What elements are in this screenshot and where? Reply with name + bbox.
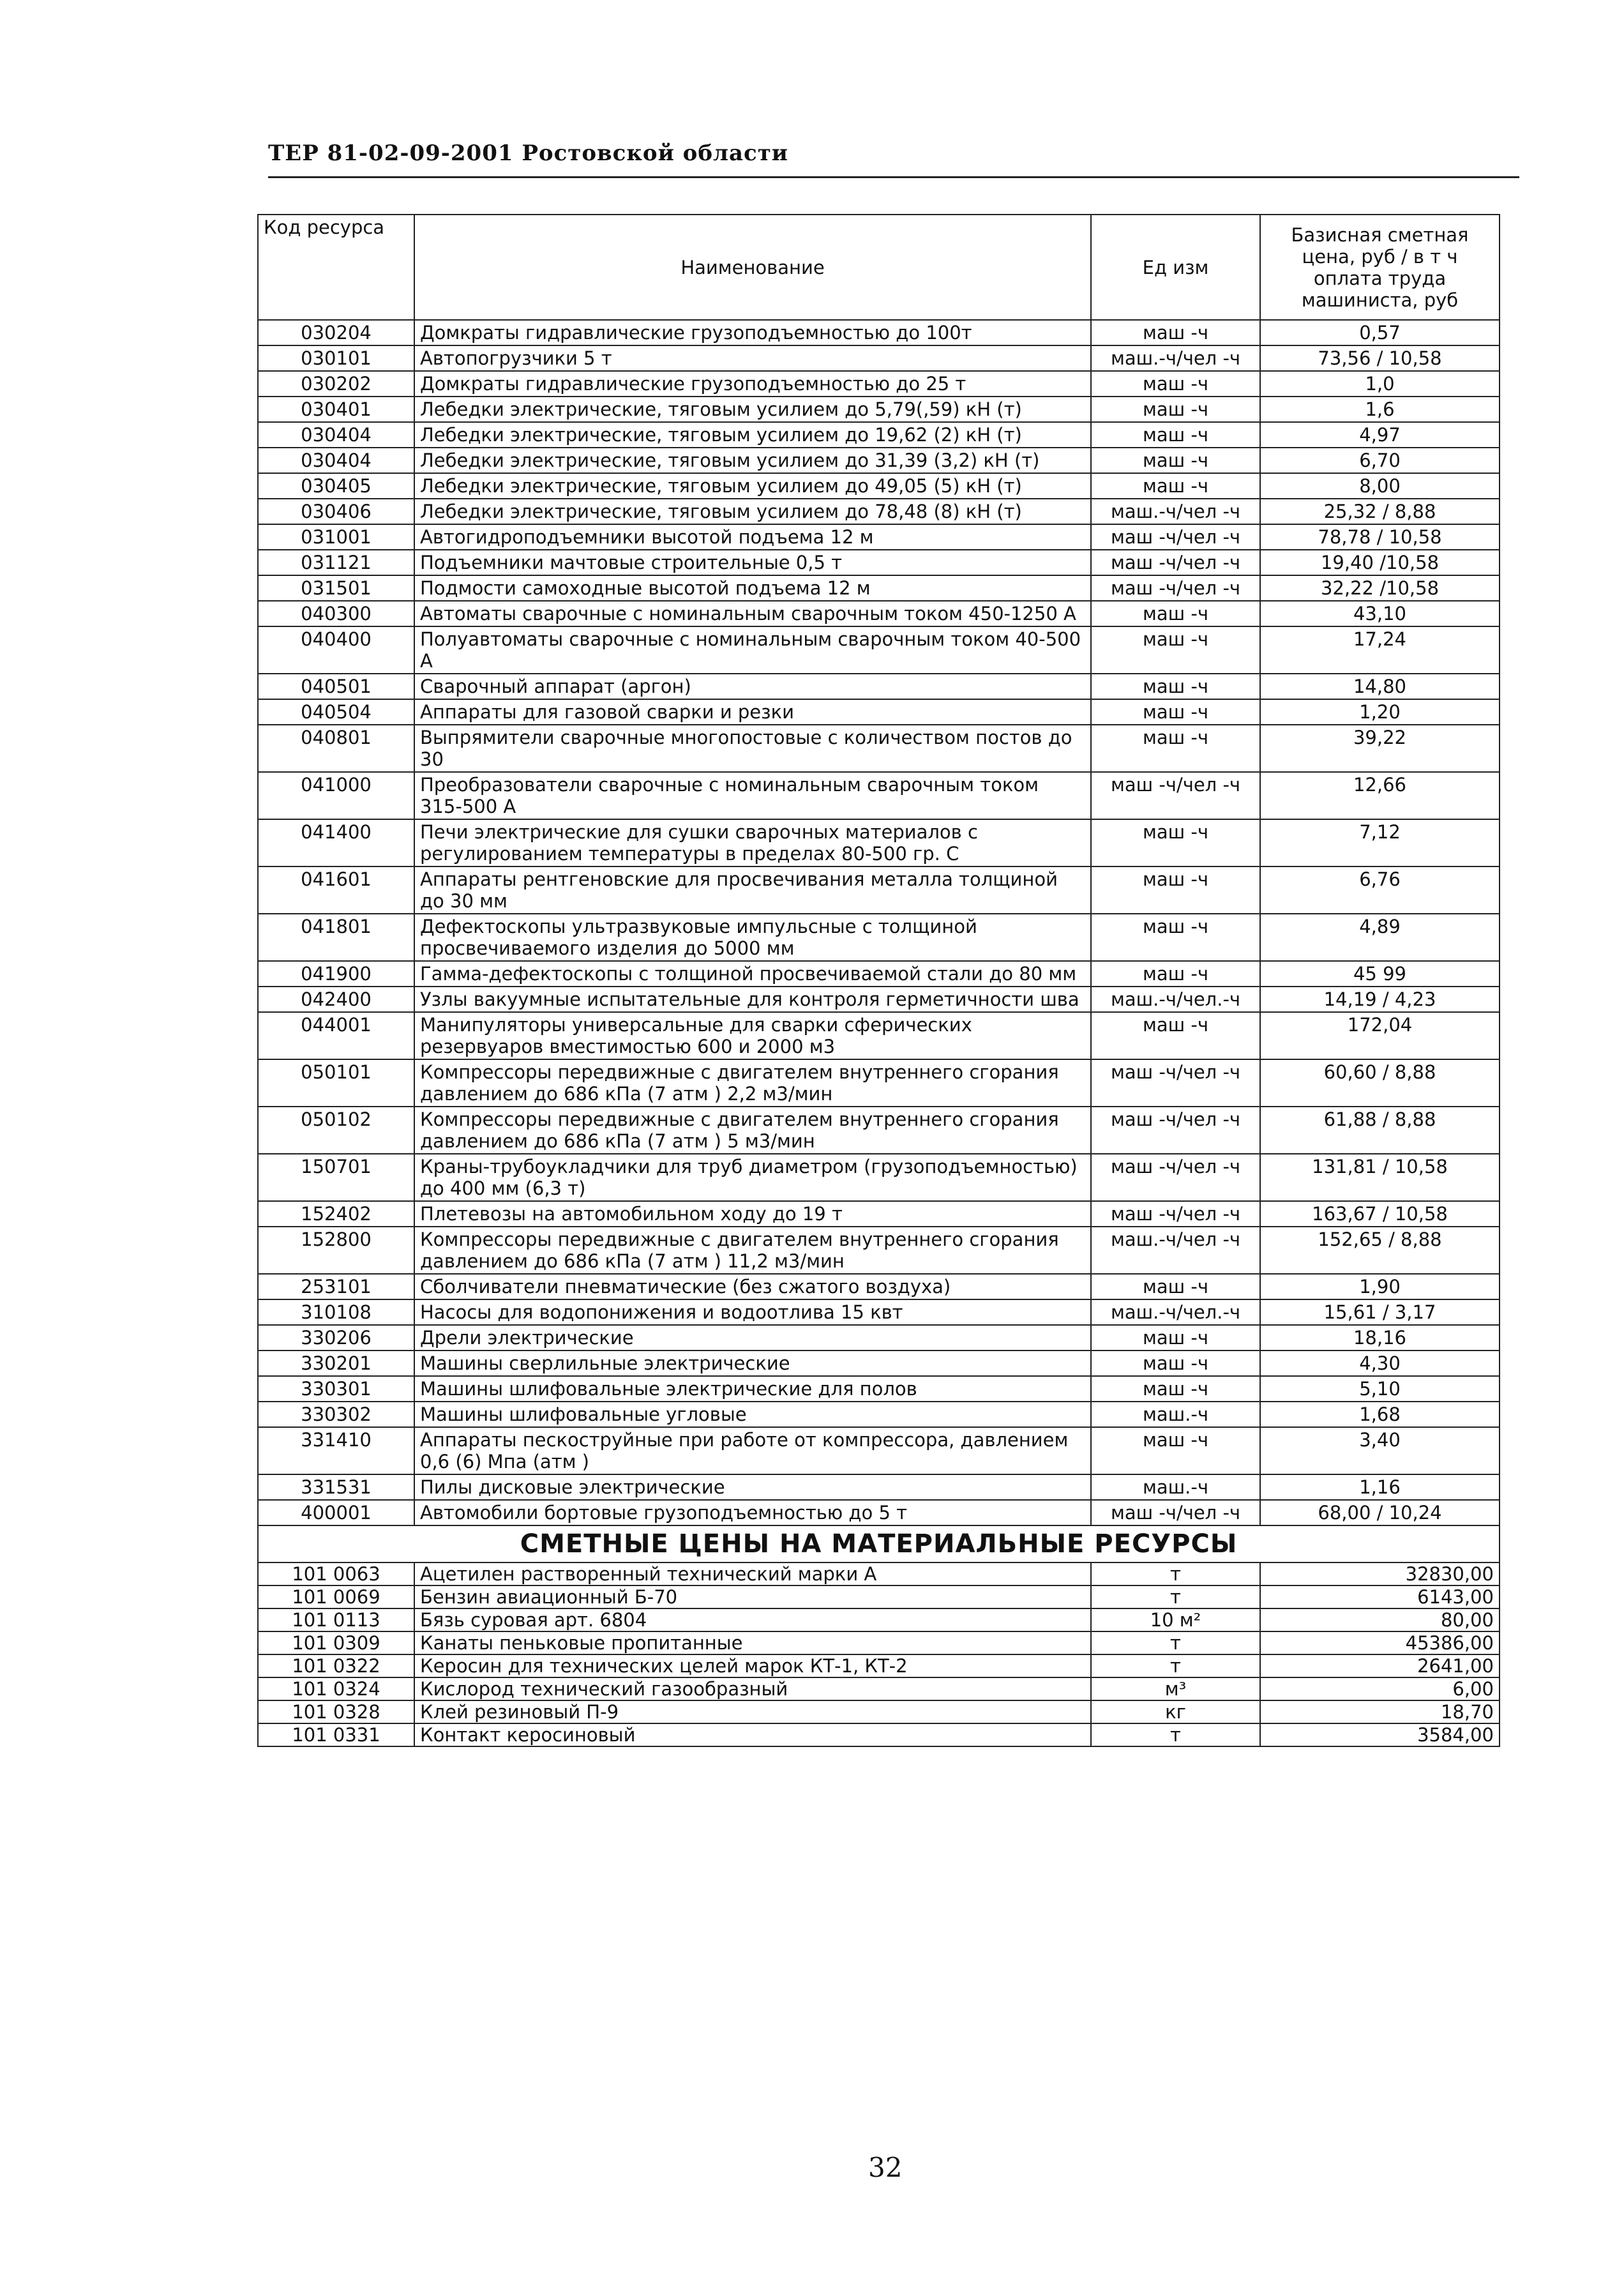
code-cell: 101 0328 — [258, 1700, 414, 1723]
table-row — [258, 1201, 1500, 1227]
unit-cell: маш -ч — [1091, 1351, 1260, 1376]
table-row — [258, 1154, 1500, 1201]
unit-cell: т — [1091, 1631, 1260, 1654]
price-cell: 73,56 / 10,58 — [1260, 345, 1500, 371]
code-cell: 331410 — [258, 1427, 414, 1474]
name-cell: Машины сверлильные электрические — [414, 1351, 1091, 1376]
page-number: 32 — [868, 2152, 903, 2183]
unit-cell: маш -ч/чел -ч — [1091, 550, 1260, 575]
code-cell: 031001 — [258, 524, 414, 550]
table-row — [258, 397, 1500, 422]
code-cell: 030204 — [258, 320, 414, 345]
price-cell: 4,97 — [1260, 422, 1500, 448]
header-price: Базисная сметная цена, руб / в т ч оплата труда машиниста, руб — [1260, 215, 1500, 320]
table-row — [258, 1585, 1500, 1608]
price-cell: 3,40 — [1260, 1427, 1500, 1474]
name-cell: Кислород технический газообразный — [414, 1677, 1091, 1700]
unit-cell: маш -ч — [1091, 914, 1260, 961]
code-cell: 330201 — [258, 1351, 414, 1376]
price-cell: 1,0 — [1260, 371, 1500, 397]
table-row — [258, 725, 1500, 772]
name-cell: Узлы вакуумные испытательные для контроля герметичности шва — [414, 987, 1091, 1012]
name-cell: Компрессоры передвижные с двигателем внутреннего сгорания давлением до 686 кПа (7 атм ) 5 м3/мин — [414, 1107, 1091, 1154]
table-row — [258, 473, 1500, 499]
code-cell: 330302 — [258, 1402, 414, 1427]
table-row — [258, 1654, 1500, 1677]
name-cell: Выпрямители сварочные многопостовые с количеством постов до 30 — [414, 725, 1091, 772]
unit-cell: маш -ч — [1091, 626, 1260, 674]
unit-cell: маш.-ч — [1091, 1402, 1260, 1427]
unit-cell: маш -ч — [1091, 1376, 1260, 1402]
code-cell: 101 0309 — [258, 1631, 414, 1654]
material-rows — [258, 1563, 1500, 1746]
code-cell: 101 0324 — [258, 1677, 414, 1700]
code-cell: 030405 — [258, 473, 414, 499]
unit-cell: маш -ч/чел -ч — [1091, 1500, 1260, 1525]
table-row — [258, 961, 1500, 987]
name-cell: Гамма-дефектоскопы с толщиной просвечиваемой стали до 80 мм — [414, 961, 1091, 987]
unit-cell: маш.-ч/чел -ч — [1091, 345, 1260, 371]
price-cell: 78,78 / 10,58 — [1260, 524, 1500, 550]
name-cell: Автогидроподъемники высотой подъема 12 м — [414, 524, 1091, 550]
table-row — [258, 1227, 1500, 1274]
name-cell: Пилы дисковые электрические — [414, 1474, 1091, 1500]
code-cell: 310108 — [258, 1299, 414, 1325]
unit-cell: маш -ч — [1091, 961, 1260, 987]
table-row — [258, 772, 1500, 819]
price-cell: 4,30 — [1260, 1351, 1500, 1376]
table-row — [258, 674, 1500, 699]
unit-cell: т — [1091, 1723, 1260, 1746]
name-cell: Компрессоры передвижные с двигателем внутреннего сгорания давлением до 686 кПа (7 атм ) 11,2 м3/мин — [414, 1227, 1091, 1274]
price-cell: 2641,00 — [1260, 1654, 1500, 1677]
code-cell: 040300 — [258, 601, 414, 626]
table-row — [258, 1563, 1500, 1585]
table-row — [258, 1677, 1500, 1700]
price-cell: 61,88 / 8,88 — [1260, 1107, 1500, 1154]
name-cell: Керосин для технических целей марок КТ-1, КТ-2 — [414, 1654, 1091, 1677]
code-cell: 330301 — [258, 1376, 414, 1402]
name-cell: Бензин авиационный Б-70 — [414, 1585, 1091, 1608]
price-cell: 18,70 — [1260, 1700, 1500, 1723]
document-header-title: ТЕР 81-02-09-2001 Ростовской области — [268, 140, 789, 166]
code-cell: 101 0069 — [258, 1585, 414, 1608]
name-cell: Аппараты пескоструйные при работе от компрессора, давлением 0,6 (6) Мпа (атм ) — [414, 1427, 1091, 1474]
unit-cell: маш.-ч/чел.-ч — [1091, 1299, 1260, 1325]
unit-cell: маш -ч — [1091, 674, 1260, 699]
table-row — [258, 320, 1500, 345]
price-cell: 6143,00 — [1260, 1585, 1500, 1608]
price-cell: 152,65 / 8,88 — [1260, 1227, 1500, 1274]
unit-cell: маш -ч/чел -ч — [1091, 575, 1260, 601]
code-cell: 101 0331 — [258, 1723, 414, 1746]
header-unit: Ед изм — [1091, 215, 1260, 320]
price-cell: 8,00 — [1260, 473, 1500, 499]
table-row — [258, 987, 1500, 1012]
table-row — [258, 914, 1500, 961]
table-row — [258, 371, 1500, 397]
name-cell: Автомобили бортовые грузоподъемностью до 5 т — [414, 1500, 1091, 1525]
price-cell: 3584,00 — [1260, 1723, 1500, 1746]
code-cell: 031501 — [258, 575, 414, 601]
name-cell: Дефектоскопы ультразвуковые импульсные с толщиной просвечиваемого изделия до 5000 мм — [414, 914, 1091, 961]
code-cell: 042400 — [258, 987, 414, 1012]
table-row — [258, 422, 1500, 448]
name-cell: Подъемники мачтовые строительные 0,5 т — [414, 550, 1091, 575]
unit-cell: маш.-ч/чел.-ч — [1091, 987, 1260, 1012]
table-row — [258, 550, 1500, 575]
price-cell: 5,10 — [1260, 1376, 1500, 1402]
code-cell: 040504 — [258, 699, 414, 725]
name-cell: Бязь суровая арт. 6804 — [414, 1608, 1091, 1631]
code-cell: 040501 — [258, 674, 414, 699]
table-row — [258, 1608, 1500, 1631]
name-cell: Домкраты гидравлические грузоподъемностью до 25 т — [414, 371, 1091, 397]
unit-cell: маш -ч — [1091, 448, 1260, 473]
price-cell: 6,70 — [1260, 448, 1500, 473]
unit-cell: 10 м² — [1091, 1608, 1260, 1631]
unit-cell: маш -ч/чел -ч — [1091, 1154, 1260, 1201]
name-cell: Контакт керосиновый — [414, 1723, 1091, 1746]
table-row — [258, 499, 1500, 524]
name-cell: Автопогрузчики 5 т — [414, 345, 1091, 371]
unit-cell: маш -ч — [1091, 473, 1260, 499]
table-row — [258, 1012, 1500, 1059]
code-cell: 030406 — [258, 499, 414, 524]
price-cell: 14,80 — [1260, 674, 1500, 699]
code-cell: 150701 — [258, 1154, 414, 1201]
unit-cell: маш -ч — [1091, 699, 1260, 725]
name-cell: Компрессоры передвижные с двигателем внутреннего сгорания давлением до 686 кПа (7 атм ) 2,2 м3/мин — [414, 1059, 1091, 1107]
code-cell: 040801 — [258, 725, 414, 772]
price-cell: 1,16 — [1260, 1474, 1500, 1500]
code-cell: 041801 — [258, 914, 414, 961]
table-row — [258, 699, 1500, 725]
name-cell: Машины шлифовальные электрические для полов — [414, 1376, 1091, 1402]
unit-cell: маш.-ч/чел -ч — [1091, 1227, 1260, 1274]
name-cell: Насосы для водопонижения и водоотлива 15 квт — [414, 1299, 1091, 1325]
table-row — [258, 575, 1500, 601]
table-row — [258, 1107, 1500, 1154]
code-cell: 050102 — [258, 1107, 414, 1154]
name-cell: Клей резиновый П-9 — [414, 1700, 1091, 1723]
unit-cell: маш -ч — [1091, 1325, 1260, 1351]
code-cell: 400001 — [258, 1500, 414, 1525]
price-cell: 4,89 — [1260, 914, 1500, 961]
code-cell: 101 0063 — [258, 1563, 414, 1585]
code-cell: 041400 — [258, 819, 414, 866]
price-cell: 17,24 — [1260, 626, 1500, 674]
name-cell: Сварочный аппарат (аргон) — [414, 674, 1091, 699]
header-rule — [268, 176, 1519, 178]
table-row — [258, 1631, 1500, 1654]
unit-cell: маш -ч — [1091, 601, 1260, 626]
price-cell: 1,20 — [1260, 699, 1500, 725]
price-cell: 6,00 — [1260, 1677, 1500, 1700]
name-cell: Печи электрические для сушки сварочных материалов с регулированием температуры в пределах 80-500 гр. С — [414, 819, 1091, 866]
price-cell: 39,22 — [1260, 725, 1500, 772]
unit-cell: маш -ч — [1091, 320, 1260, 345]
name-cell: Подмости самоходные высотой подъема 12 м — [414, 575, 1091, 601]
name-cell: Аппараты рентгеновские для просвечивания металла толщиной до 30 мм — [414, 866, 1091, 914]
table-row — [258, 601, 1500, 626]
name-cell: Полуавтоматы сварочные с номинальным сварочным током 40-500 А — [414, 626, 1091, 674]
unit-cell: маш -ч/чел -ч — [1091, 1059, 1260, 1107]
code-cell: 330206 — [258, 1325, 414, 1351]
price-cell: 68,00 / 10,24 — [1260, 1500, 1500, 1525]
price-cell: 12,66 — [1260, 772, 1500, 819]
price-cell: 172,04 — [1260, 1012, 1500, 1059]
code-cell: 101 0113 — [258, 1608, 414, 1631]
name-cell: Преобразователи сварочные с номинальным сварочным током 315-500 А — [414, 772, 1091, 819]
price-cell: 1,6 — [1260, 397, 1500, 422]
code-cell: 152402 — [258, 1201, 414, 1227]
unit-cell: кг — [1091, 1700, 1260, 1723]
unit-cell: маш -ч — [1091, 371, 1260, 397]
unit-cell: маш -ч — [1091, 725, 1260, 772]
unit-cell: т — [1091, 1654, 1260, 1677]
price-cell: 43,10 — [1260, 601, 1500, 626]
price-cell: 19,40 /10,58 — [1260, 550, 1500, 575]
section-divider — [258, 1525, 1500, 1563]
code-cell: 101 0322 — [258, 1654, 414, 1677]
price-cell: 32830,00 — [1260, 1563, 1500, 1585]
name-cell: Аппараты для газовой сварки и резки — [414, 699, 1091, 725]
name-cell: Лебедки электрические, тяговым усилием до 5,79(,59) кН (т) — [414, 397, 1091, 422]
table-row — [258, 1402, 1500, 1427]
table-row — [258, 1723, 1500, 1746]
unit-cell: маш -ч/чел -ч — [1091, 1201, 1260, 1227]
code-cell: 050101 — [258, 1059, 414, 1107]
price-cell: 45386,00 — [1260, 1631, 1500, 1654]
unit-cell: маш -ч — [1091, 1427, 1260, 1474]
unit-cell: м³ — [1091, 1677, 1260, 1700]
table-row — [258, 1427, 1500, 1474]
name-cell: Домкраты гидравлические грузоподъемностью до 100т — [414, 320, 1091, 345]
price-cell: 60,60 / 8,88 — [1260, 1059, 1500, 1107]
price-cell: 18,16 — [1260, 1325, 1500, 1351]
code-cell: 253101 — [258, 1274, 414, 1299]
unit-cell: маш -ч/чел -ч — [1091, 524, 1260, 550]
unit-cell: маш -ч — [1091, 866, 1260, 914]
name-cell: Манипуляторы универсальные для сварки сферических резервуаров вместимостью 600 и 2000 м3 — [414, 1012, 1091, 1059]
name-cell: Канаты пеньковые пропитанные — [414, 1631, 1091, 1654]
unit-cell: маш -ч — [1091, 1274, 1260, 1299]
code-cell: 152800 — [258, 1227, 414, 1274]
machine-rows — [258, 320, 1500, 1525]
price-cell: 15,61 / 3,17 — [1260, 1299, 1500, 1325]
name-cell: Машины шлифовальные угловые — [414, 1402, 1091, 1427]
table-row — [258, 626, 1500, 674]
code-cell: 044001 — [258, 1012, 414, 1059]
code-cell: 031121 — [258, 550, 414, 575]
code-cell: 331531 — [258, 1474, 414, 1500]
name-cell: Лебедки электрические, тяговым усилием до 78,48 (8) кН (т) — [414, 499, 1091, 524]
name-cell: Автоматы сварочные с номинальным сварочным током 450-1250 А — [414, 601, 1091, 626]
code-cell: 041000 — [258, 772, 414, 819]
table-row — [258, 1059, 1500, 1107]
unit-cell: т — [1091, 1563, 1260, 1585]
name-cell: Краны-трубоукладчики для труб диаметром (грузоподъемностью) до 400 мм (6,3 т) — [414, 1154, 1091, 1201]
table-row — [258, 524, 1500, 550]
price-cell: 163,67 / 10,58 — [1260, 1201, 1500, 1227]
table-row — [258, 1700, 1500, 1723]
unit-cell: т — [1091, 1585, 1260, 1608]
price-cell: 6,76 — [1260, 866, 1500, 914]
code-cell: 041601 — [258, 866, 414, 914]
price-cell: 131,81 / 10,58 — [1260, 1154, 1500, 1201]
price-cell: 80,00 — [1260, 1608, 1500, 1631]
price-cell: 25,32 / 8,88 — [1260, 499, 1500, 524]
code-cell: 030401 — [258, 397, 414, 422]
table-row — [258, 1500, 1500, 1525]
table-row — [258, 345, 1500, 371]
unit-cell: маш -ч — [1091, 397, 1260, 422]
code-cell: 030404 — [258, 448, 414, 473]
table-row — [258, 1325, 1500, 1351]
resource-price-table — [257, 214, 1500, 1747]
code-cell: 030202 — [258, 371, 414, 397]
name-cell: Лебедки электрические, тяговым усилием до 31,39 (3,2) кН (т) — [414, 448, 1091, 473]
unit-cell: маш.-ч/чел -ч — [1091, 499, 1260, 524]
name-cell: Ацетилен растворенный технический марки А — [414, 1563, 1091, 1585]
unit-cell: маш -ч/чел -ч — [1091, 772, 1260, 819]
table-row — [258, 1474, 1500, 1500]
price-cell: 32,22 /10,58 — [1260, 575, 1500, 601]
price-cell: 0,57 — [1260, 320, 1500, 345]
price-cell: 1,90 — [1260, 1274, 1500, 1299]
table-row — [258, 866, 1500, 914]
table-row — [258, 1274, 1500, 1299]
price-cell: 7,12 — [1260, 819, 1500, 866]
code-cell: 041900 — [258, 961, 414, 987]
price-cell: 45 99 — [1260, 961, 1500, 987]
name-cell: Дрели электрические — [414, 1325, 1091, 1351]
unit-cell: маш -ч — [1091, 819, 1260, 866]
unit-cell: маш -ч — [1091, 1012, 1260, 1059]
price-cell: 1,68 — [1260, 1402, 1500, 1427]
unit-cell: маш -ч — [1091, 422, 1260, 448]
table-row — [258, 1351, 1500, 1376]
unit-cell: маш.-ч — [1091, 1474, 1260, 1500]
name-cell: Плетевозы на автомобильном ходу до 19 т — [414, 1201, 1091, 1227]
price-cell: 14,19 / 4,23 — [1260, 987, 1500, 1012]
name-cell: Сболчиватели пневматические (без сжатого воздуха) — [414, 1274, 1091, 1299]
table-row — [258, 1299, 1500, 1325]
header-name: Наименование — [414, 215, 1091, 320]
code-cell: 040400 — [258, 626, 414, 674]
table-row — [258, 448, 1500, 473]
table-header — [258, 215, 1500, 320]
name-cell: Лебедки электрические, тяговым усилием до 49,05 (5) кН (т) — [414, 473, 1091, 499]
header-code: Код ресурса — [258, 215, 414, 320]
table-row — [258, 819, 1500, 866]
unit-cell: маш -ч/чел -ч — [1091, 1107, 1260, 1154]
section-title: СМЕТНЫЕ ЦЕНЫ НА МАТЕРИАЛЬНЫЕ РЕСУРСЫ — [258, 1525, 1500, 1563]
table-row — [258, 1376, 1500, 1402]
name-cell: Лебедки электрические, тяговым усилием до 19,62 (2) кН (т) — [414, 422, 1091, 448]
code-cell: 030101 — [258, 345, 414, 371]
code-cell: 030404 — [258, 422, 414, 448]
